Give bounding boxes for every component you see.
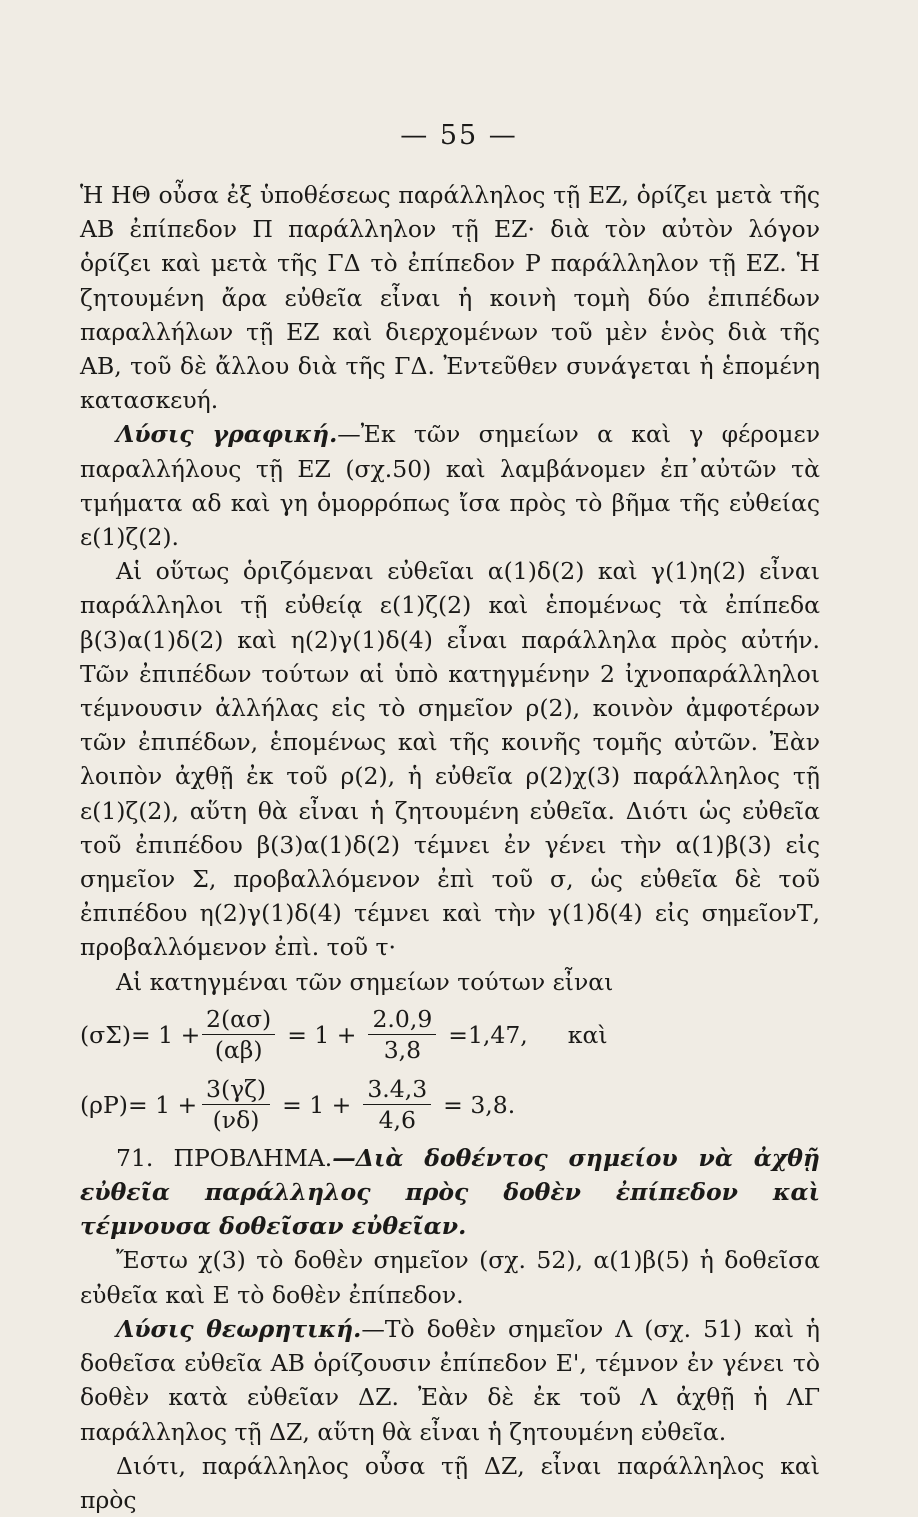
page-number: — 55 — [400,120,518,151]
numerator: 2.0,9 [368,1005,436,1035]
fraction [363,1075,431,1134]
equation-mid: = 1 + [282,1090,352,1119]
paragraph-lysis-theoretike [80,1312,820,1449]
body-text [80,178,820,1517]
equation-rhs: = 3,8. [443,1090,516,1119]
equation-lhs: (σΣ)= 1 + [80,1020,201,1049]
fraction [202,1005,275,1064]
equation-rho [80,1071,820,1139]
denominator: 3,8 [383,1036,422,1065]
equation-mid: = 1 + [287,1020,357,1049]
problem-paragraph [80,1141,820,1244]
denominator: (νδ) [212,1106,260,1135]
equation-rhs: =1,47, [448,1020,528,1049]
numerator: 2(ασ) [202,1005,275,1035]
paragraph: Ἔστω χ(3) τὸ δοθὲν σημεῖον (σχ. 52), α(1)β(5) ἡ δοθεῖσα εὐθεῖα καὶ Ε τὸ δοθὲν ἐπίπεδον. [80,1246,820,1309]
paragraph: Ἡ ΗΘ οὖσα ἐξ ὑποθέσεως παράλληλος τῇ ΕΖ, ὁρίζει μετὰ τῆς ΑΒ ἐπίπεδον Π παράλληλον τῇ ΕΖ· διὰ τὸν αὐτὸν λόγον ὁρίζει καὶ μετὰ τῆς ΓΔ τὸ ἐπίπεδον Ρ παράλληλον τῇ ΕΖ. Ἡ ζητουμένη ἄρα εὐθεῖα εἶναι ἡ κοινὴ τομὴ δύο ἐπιπέδων παραλλήλων τῇ ΕΖ καὶ διερχομένων τοῦ μὲν ἑνὸς διὰ τῆς ΑΒ, τοῦ δὲ ἄλλου διὰ τῆς ΓΔ. Ἐντεῦθεν συνάγεται ἡ ἑπομένη κατασκευή. [80,181,820,415]
paragraph: Αἱ κατηγμέναι τῶν σημείων τούτων εἶναι [116,967,614,996]
section-heading: Λύσις θεωρητική. [116,1314,362,1343]
paragraph-lysis-graphike [80,417,820,554]
paragraph: Διότι, παράλληλος οὖσα τῇ ΔΖ, εἶναι παράλληλος καὶ πρὸς [80,1451,820,1514]
denominator: 4,6 [378,1106,416,1135]
equation-tail: καὶ [567,1020,608,1049]
problem-number: 71. ΠΡΟΒΛΗΜΑ. [116,1143,333,1172]
equation-lhs: (ρΡ)= 1 + [80,1090,198,1119]
numerator: 3.4,3 [363,1075,431,1105]
section-heading: Λύσις γραφική. [116,420,338,449]
numerator: 3(γζ) [202,1075,270,1105]
fraction [202,1075,270,1134]
paragraph-text: —Τὸ δοθὲν σημεῖον Λ (σχ. 51) καὶ ἡ δοθεῖσα εὐθεῖα ΑΒ ὁρίζουσιν ἐπίπεδον Ε', τέμνον ἐν γένει τὸ δοθὲν κατὰ εὐθεῖαν ΔΖ. Ἐὰν δὲ ἐκ τοῦ Λ ἀχθῇ ἡ ΛΓ παράλληλος τῇ ΔΖ, αὕτη θὰ εἶναι ἡ ζητουμένη εὐθεῖα. [80,1314,821,1446]
problem-statement: —Διὰ δοθέντος σημείου νὰ ἀχθῇ εὐθεῖα παράλληλος πρὸς δοθὲν ἐπίπεδον καὶ τέμνουσα δοθεῖσαν εὐθεῖαν. [80,1143,821,1241]
fraction [368,1005,436,1064]
paragraph-text: —Ἐκ τῶν σημείων α καὶ γ φέρομεν παραλλήλους τῇ ΕΖ (σχ.50) καὶ λαμβάνομεν ἐπ᾽αὐτῶν τὰ τμήματα αδ καὶ γη ὁμορρόπως ἴσα πρὸς τὸ βῆμα τῆς εὐθείας ε(1)ζ(2). [80,420,820,552]
equation-sigma [80,1001,820,1069]
paragraph: Αἱ οὕτως ὁριζόμεναι εὐθεῖαι α(1)δ(2) καὶ γ(1)η(2) εἶναι παράλληλοι τῇ εὐθείᾳ ε(1)ζ(2) καὶ ἑπομένως τὰ ἐπίπεδα β(3)α(1)δ(2) καὶ η(2)γ(1)δ(4) εἶναι παράλληλα πρὸς αὐτήν. Τῶν ἐπιπέδων τούτων αἱ ὑπὸ κατηγμένην 2 ἰχνοπαράλληλοι τέμνουσιν ἀλλήλας εἰς τὸ σημεῖον ρ(2), κοινὸν ἀμφοτέρων τῶν ἐπιπέδων, ἑπομένως καὶ τῆς κοινῆς τομῆς αὐτῶν. Ἐὰν λοιπὸν ἀχθῇ ἐκ τοῦ ρ(2), ἡ εὐθεῖα ρ(2)χ(3) παράλληλος τῇ ε(1)ζ(2), αὕτη θὰ εἶναι ἡ ζητουμένη εὐθεῖα. Διότι ὡς εὐθεῖα τοῦ ἐπιπέδου β(3)α(1)δ(2) τέμνει ἐν γένει τὴν α(1)β(3) εἰς σημεῖον Σ, προβαλλόμενον ἐπὶ τοῦ σ, ὡς εὐθεῖα δὲ τοῦ ἐπιπέδου η(2)γ(1)δ(4) τέμνει καὶ τὴν γ(1)δ(4) εἰς σημεῖονΤ, προβαλλόμενον ἐπὶ. τοῦ τ· [80,557,820,962]
denominator: (αβ) [214,1036,263,1065]
